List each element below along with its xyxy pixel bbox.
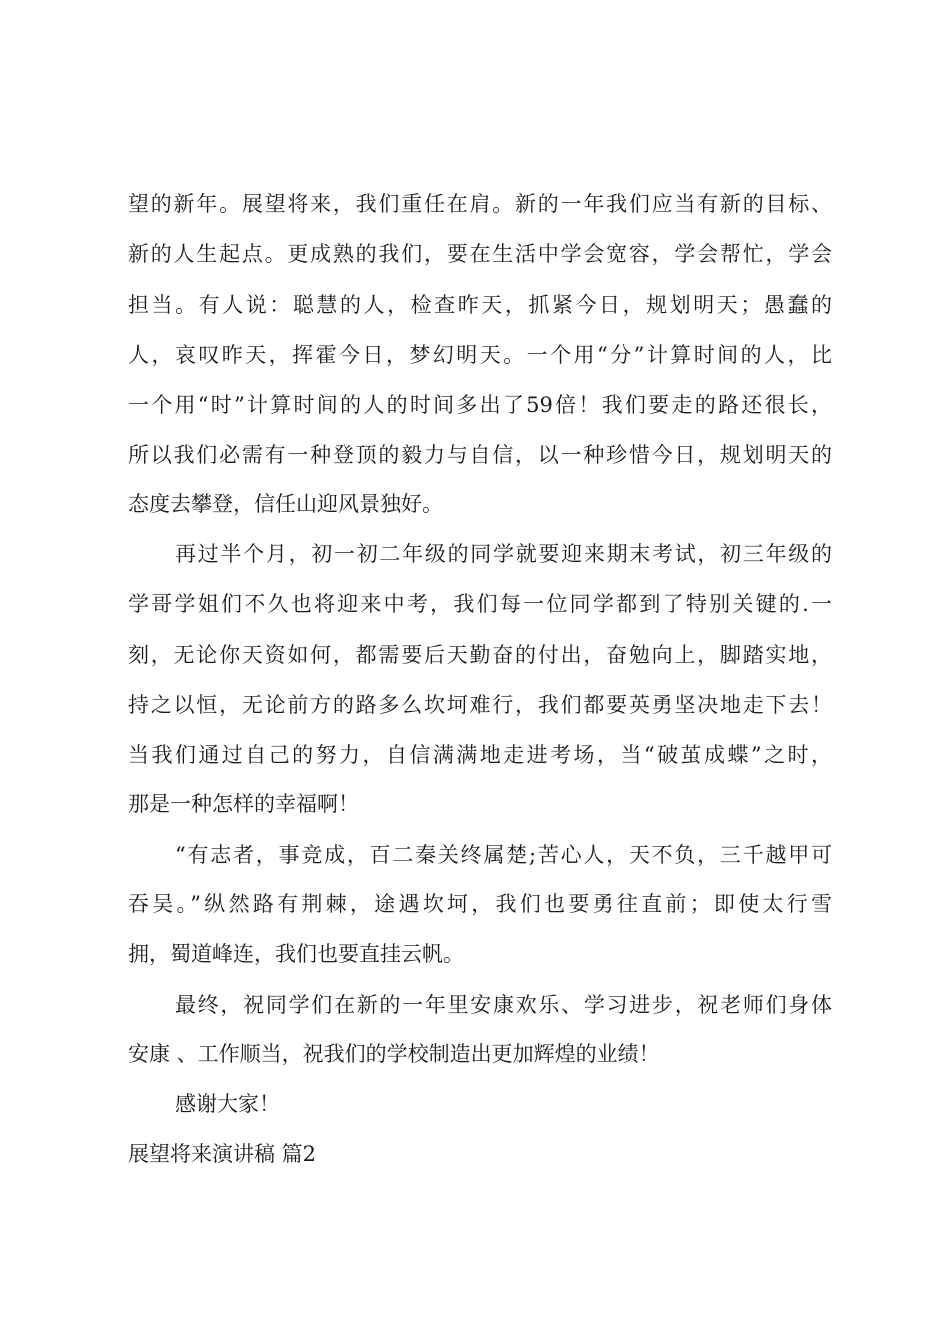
paragraph-line: 再过半个月，初一初二年级的同学就要迎来期末考试，初三年级的 [175,542,832,566]
paragraph-line: 拥，蜀道峰连，我们也要直挂云帆。 [128,942,464,966]
paragraph-line: 新的人生起点。更成熟的我们，要在生活中学会宽容，学会帮忙，学会 [128,242,832,266]
paragraph-line: 一个用“时”计算时间的人的时间多出了59倍！我们要走的路还很长， [128,393,832,417]
paragraph-line: 安康 、工作顺当，祝我们的学校制造出更加辉煌的业绩！ [128,1042,660,1066]
paragraph-line: 望的新年。展望将来，我们重任在肩。新的一年我们应当有新的目标、 [128,192,832,216]
paragraph-line: 所以我们必需有一种登顶的毅力与自信，以一种珍惜今日，规划明天的 [128,443,832,467]
paragraph-line: 担当。有人说：聪慧的人，检查昨天，抓紧今日，规划明天；愚蠢的 [128,293,832,317]
paragraph-line: 刻，无论你天资如何，都需要后天勤奋的付出，奋勉向上，脚踏实地， [128,643,832,667]
paragraph-line: 持之以恒，无论前方的路多么坎坷难行，我们都要英勇坚决地走下去！ [128,693,832,717]
paragraph-line: 那是一种怎样的幸福啊！ [128,792,359,816]
closing-text: 感谢大家！ [175,1092,280,1116]
paragraph-line: 态度去攀登，信任山迎风景独好。 [128,492,443,516]
section-title: 展望将来演讲稿 篇2 [128,1142,317,1166]
paragraph-line: 吞吴。”纵然路有荆棘，途遇坎坷，我们也要勇往直前；即使太行雪 [128,892,832,916]
paragraph-line: 当我们通过自己的努力，自信满满地走进考场，当“破茧成蝶”之时， [128,743,832,767]
paragraph-line: 人，哀叹昨天，挥霍今日，梦幻明天。一个用“分”计算时间的人，比 [128,343,832,367]
paragraph-line: “有志者，事竞成，百二秦关终属楚;苦心人，天不负，三千越甲可 [175,843,832,867]
paragraph-line: 最终，祝同学们在新的一年里安康欢乐、学习进步，祝老师们身体 [175,993,832,1017]
paragraph-line: 学哥学姐们不久也将迎来中考，我们每一位同学都到了特别关键的.一 [128,592,832,616]
